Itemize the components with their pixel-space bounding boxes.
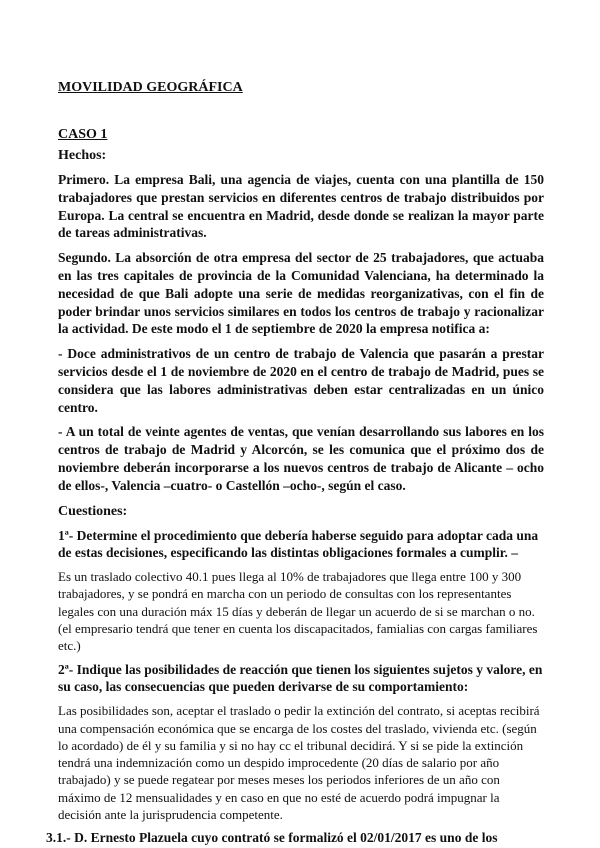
question-2: 2ª- Indique las posibilidades de reacción que tienen los siguientes sujetos y valore, en su caso, las consecuencias que pueden derivarse de su comportamiento: — [58, 661, 543, 695]
fact-paragraph-4: - A un total de veinte agentes de ventas, que venían desarrollando sus labores en los centros de trabajo de Madrid y Alcorcón, se les comunica que el próximo dos de noviembre deberán incorporarse a los nuevos centros de trabajo de Alicante – ocho de ellos-, Valencia –cuatro- o Castellón –ocho-, según el caso. — [58, 424, 544, 493]
fact-paragraph-3: - Doce administrativos de un centro de trabajo de Valencia que pasarán a prestar servicios desde el 1 de noviembre de 2020 en el centro de trabajo de Madrid, pues se considera que las labores administrativas deben estar centralizadas en un único centro. — [58, 346, 544, 415]
questions-label: Cuestiones: — [58, 503, 128, 519]
fact-paragraph-2: Segundo. La absorción de otra empresa del sector de 25 trabajadores, que actuaba en las tres capitales de provincia de la Comunidad Valenciana, ha determinado la necesidad de que Bali adopte una serie de medidas reorganizativas, con el fin de poder brindar unos servicios similares en todos los centros de trabajo y racionalizar la actividad. De este modo el 1 de septiembre de 2020 la empresa notifica a: — [58, 250, 544, 337]
facts-label: Hechos: — [58, 148, 107, 163]
answer-2: Las posibilidades son, aceptar el traslado o pedir la extinción del contrato, si aceptas recibirá una compensación económica que se encarga de los costes del traslado, vivienda etc. (según lo acordado) de él y su familia y si no hay cc el tribunal decidirá. Y si se pide la extinción tendrá una indemnización como un despido improcedente (20 días de salario por año trabajado) y se puede regatear por meses meses los periodos inferiores de un año con máximo de 12 mensualidades y en caso en que no esté de acuerdo podrá impugnar la decisión ante la jurisprudencia competente. — [58, 703, 540, 822]
fact-paragraph-1: Primero. La empresa Bali, una agencia de viajes, cuenta con una plantilla de 150 trabajadores que prestan servicios en diferentes centros de trabajo distribuidos por Europa. La central se encuentra en Madrid, desde donde se realizan la mayor parte de tareas administrativas. — [58, 172, 544, 241]
question-1: 1ª- Determine el procedimiento que debería haberse seguido para adoptar cada una de estas decisiones, especificando las distintas obligaciones formales a cumplir. – — [58, 527, 539, 561]
document-title: MOVILIDAD GEOGRÁFICA — [58, 80, 243, 95]
answer-1: Es un traslado colectivo 40.1 pues llega al 10% de trabajadores que llega entre 100 y 300 trabajadores, y se pondrá en marcha con un periodo de consultas con los representantes legales con una duración máx 15 días y deberán de llegar un acuerdo de si se marchan o no. (el empresario tendrá que tener en cuenta los discapacitados, famialias con cargas familiares etc.) — [58, 569, 538, 654]
case-title: CASO 1 — [58, 127, 108, 142]
question-3-1-start: 3.1.- D. Ernesto Plazuela cuyo contrató se formalizó el 02/01/2017 es uno de los — [46, 830, 498, 846]
document-page — [46, 78, 544, 847]
